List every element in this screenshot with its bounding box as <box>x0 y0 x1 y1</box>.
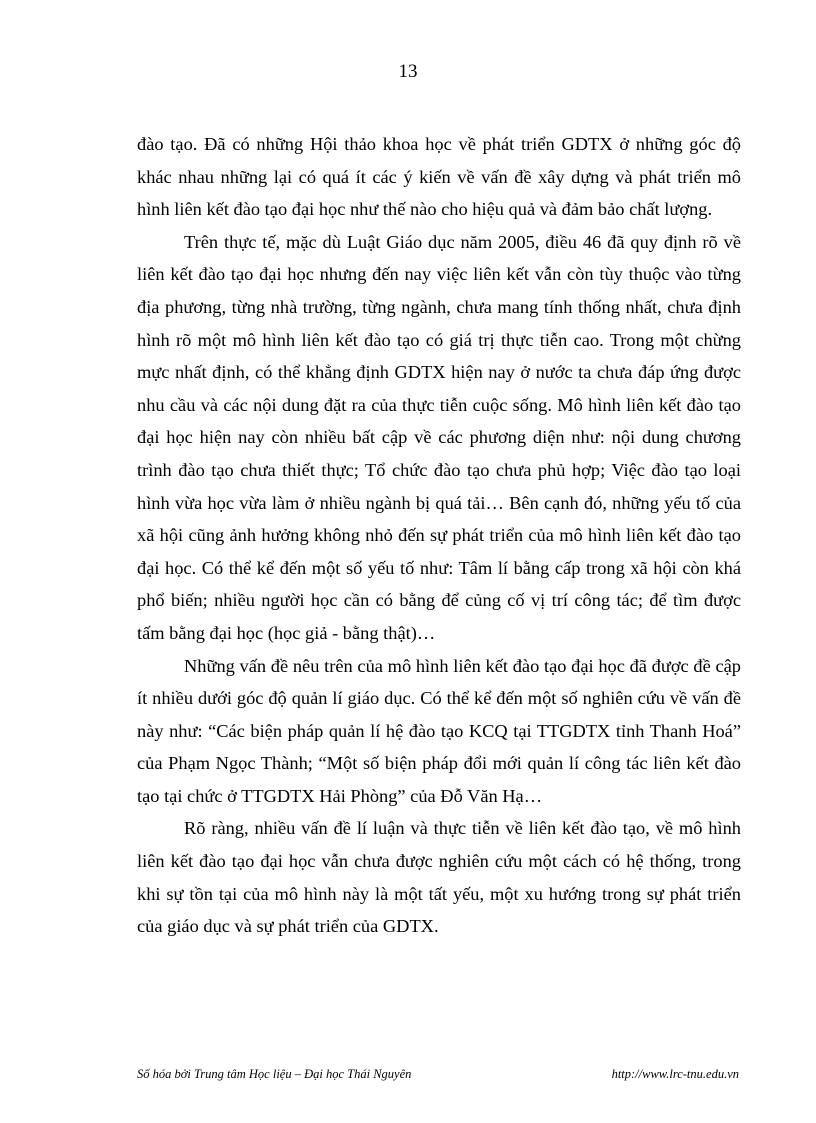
paragraph: Những vấn đề nêu trên của mô hình liên kết đào tạo đại học đã được đề cập ít nhiều dưới góc độ quản lí giáo dục. Có thể kể đến một số nghiên cứu về vấn đề này như: “Các biện pháp quản lí hệ đào tạo KCQ tại TTGDTX tỉnh Thanh Hoá” của Phạm Ngọc Thành; “Một số biện pháp đổi mới quản lí công tác liên kết đào tạo tại chức ở TTGDTX Hải Phòng” của Đỗ Văn Hạ… <box>137 655 741 806</box>
paragraph: Rõ ràng, nhiều vấn đề lí luận và thực tiễn về liên kết đào tạo, về mô hình liên kết đào tạo đại học vẫn chưa được nghiên cứu một cách có hệ thống, trong khi sự tồn tại của mô hình này là một tất yếu, một xu hướng trong sự phát triển của giáo dục và sự phát triển của GDTX. <box>137 818 741 937</box>
footer-source: Số hóa bởi Trung tâm Học liệu – Đại học Thái Nguyên <box>137 1067 412 1081</box>
paragraph: Trên thực tế, mặc dù Luật Giáo dục năm 2005, điều 46 đã quy định rõ về liên kết đào tạo đại học nhưng đến nay việc liên kết vẫn còn tùy thuộc vào từng địa phương, từng nhà trường, từng ngành, chưa mang tính thống nhất, chưa định hình rõ một mô hình liên kết đào tạo có giá trị thực tiễn cao. Trong một chừng mực nhất định, có thể khẳng định GDTX hiện nay ở nước ta chưa đáp ứng được nhu cầu và các nội dung đặt ra của thực tiễn cuộc sống. Mô hình liên kết đào tạo đại học hiện nay còn nhiều bất cập về các phương diện như: nội dung chương trình đào tạo chưa thiết thực; Tổ chức đào tạo chưa phủ hợp; Việc đào tạo loại hình vừa học vừa làm ở nhiều ngành bị quá tải… Bên cạnh đó, những yếu tố của xã hội cũng ảnh hưởng không nhỏ đến sự phát triển của mô hình liên kết đào tạo đại học. Có thể kể đến một số yếu tố như: Tâm lí bằng cấp trong xã hội còn khá phổ biến; nhiều người học cần có bằng để củng cố vị trí công tác; để tìm được tấm bằng đại học (học giả - bằng thật)… <box>137 231 741 643</box>
page-number: 13 <box>398 61 418 82</box>
document-body <box>137 128 741 943</box>
footer-url[interactable]: http://www.lrc-tnu.edu.vn <box>611 1067 739 1081</box>
paragraph-continuation: đào tạo. Đã có những Hội thảo khoa học về phát triển GDTX ở những góc độ khác nhau những lại có quá ít các ý kiến về vấn đề xây dựng và phát triển mô hình liên kết đào tạo đại học như thế nào cho hiệu quả và đảm bảo chất lượng. <box>137 134 741 220</box>
